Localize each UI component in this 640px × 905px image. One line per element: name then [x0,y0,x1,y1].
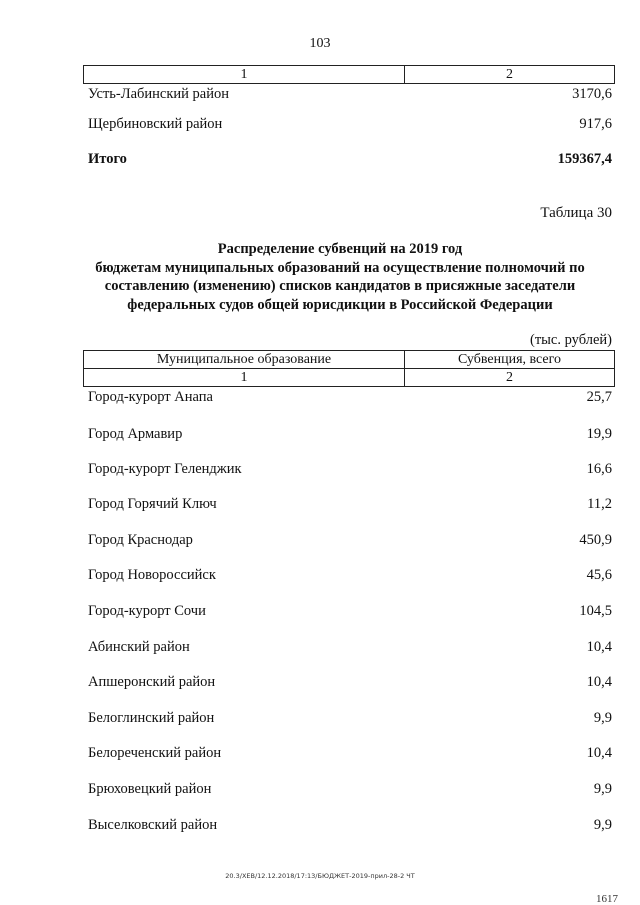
title-line-1: Распределение субвенций на 2019 год [217,241,463,257]
table-row [88,710,612,727]
column-number-2: 2 [506,66,513,82]
table-row [88,389,612,406]
row-value: 104,5 [579,603,612,619]
top-table-column-numbers [83,65,615,84]
row-name: Город-курорт Геленджик [88,461,242,477]
table-row [88,426,612,443]
total-value: 159367,4 [557,151,612,167]
row-name: Щербиновский район [88,116,223,132]
table-title [60,240,620,314]
main-table-header [83,350,615,387]
row-value: 9,9 [593,817,612,833]
column-number-1: 1 [84,369,405,386]
row-value: 10,4 [586,745,612,761]
row-value: 917,6 [579,116,612,132]
table-row [88,496,612,513]
column-number-row [84,368,614,386]
table-label: Таблица 30 [540,205,612,221]
row-value: 9,9 [593,710,612,726]
row-value: 3170,6 [572,86,612,102]
row-name: Город Новороссийск [88,567,216,583]
table-row [88,86,612,103]
total-row [88,151,612,168]
row-name: Город-курорт Анапа [88,389,213,405]
table-row [88,532,612,549]
table-row [88,461,612,478]
header-municipality: Муниципальное образование [84,351,405,368]
row-value: 25,7 [586,389,612,405]
table-row [88,567,612,584]
row-value: 11,2 [587,496,612,512]
table-row [88,116,612,133]
table-row [88,603,612,620]
header-row [84,351,614,368]
row-name: Апшеронский район [88,674,216,690]
row-name: Абинский район [88,639,190,655]
table-row [88,639,612,656]
row-value: 10,4 [586,639,612,655]
row-name: Белоглинский район [88,710,215,726]
row-value: 450,9 [579,532,612,548]
table-row [88,781,612,798]
row-value: 16,6 [586,461,612,477]
row-name: Брюховецкий район [88,781,212,797]
table-row [88,817,612,834]
page-number: 103 [309,36,331,51]
row-name: Белореченский район [88,745,222,761]
row-value: 10,4 [586,674,612,690]
row-value: 45,6 [586,567,612,583]
row-name: Выселковский район [88,817,218,833]
document-footer: 20.3/ХЕВ/12.12.2018/17:13/БЮДЖЕТ-2019-прил-28-2 ЧТ [225,872,415,880]
row-name: Город Армавир [88,426,183,442]
row-value: 9,9 [593,781,612,797]
corner-mark: 1617 [596,893,618,905]
title-line-3: составлению (изменению) списков кандидатов в присяжные заседатели [104,278,576,294]
units-label: (тыс. рублей) [530,332,612,348]
row-name: Город Краснодар [88,532,193,548]
total-label: Итого [88,151,127,167]
header-subvention: Субвенция, всего [457,352,562,367]
title-line-4: федеральных судов общей юрисдикции в Российской Федерации [127,296,553,313]
table-row [88,674,612,691]
row-value: 19,9 [586,426,612,442]
row-name: Город-курорт Сочи [88,603,206,619]
row-name: Город Горячий Ключ [88,496,217,512]
table-row [88,745,612,762]
column-number-2: 2 [506,370,513,385]
row-name: Усть-Лабинский район [88,86,229,102]
title-line-2: бюджетам муниципальных образований на осуществление полномочий по [95,259,585,276]
column-number-1: 1 [84,66,405,83]
